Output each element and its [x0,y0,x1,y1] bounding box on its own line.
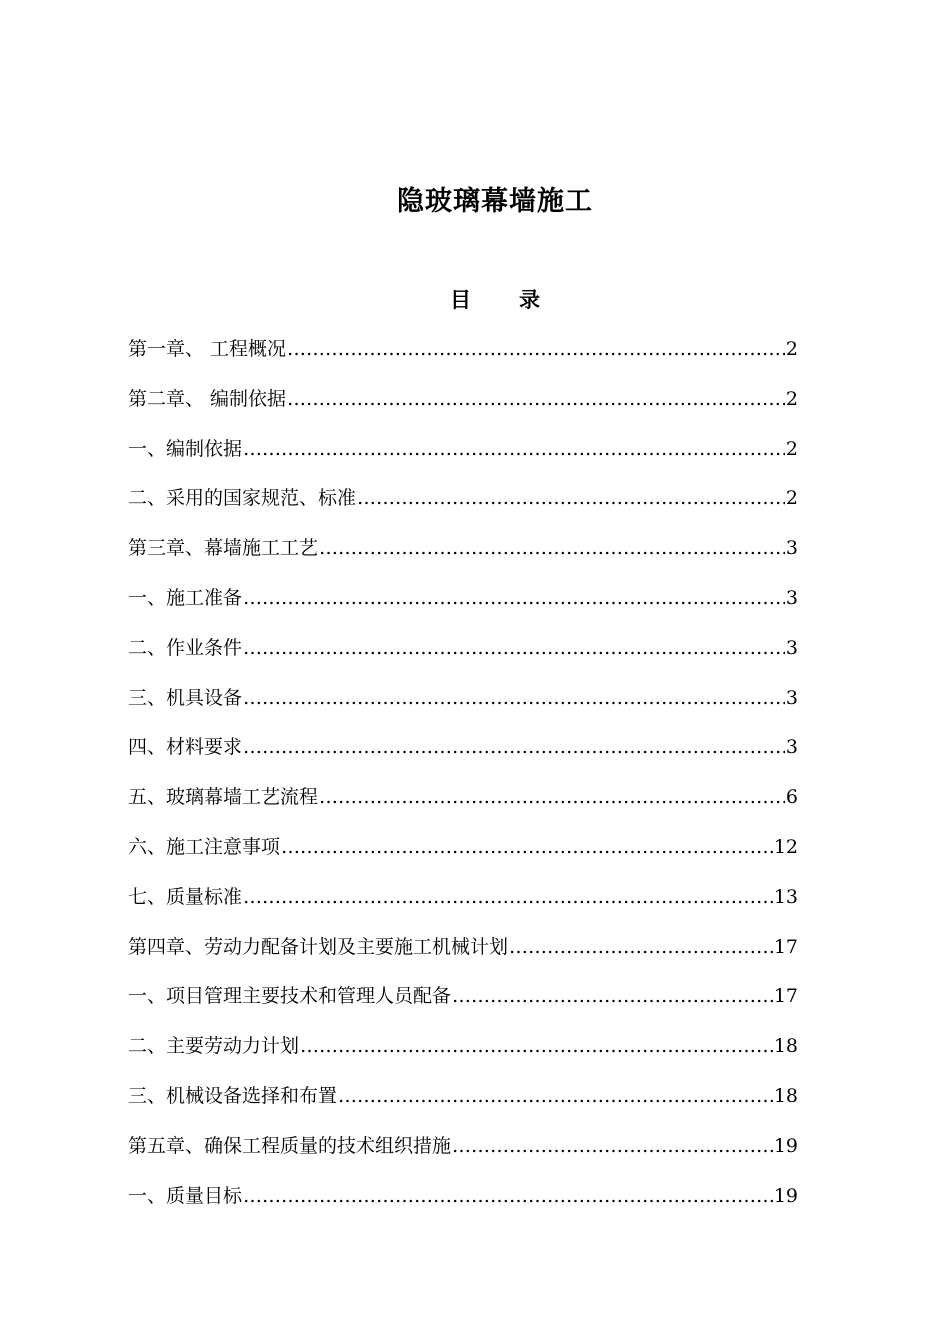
toc-dot-leader [287,381,785,417]
toc-entry-ch5-quality[interactable] [128,1128,798,1178]
toc-entry-ch1-overview[interactable] [128,331,798,381]
toc-dot-leader [300,1028,773,1064]
toc-heading [0,284,950,316]
toc-dot-leader [281,829,773,865]
toc-entry-label: 五、玻璃幕墙工艺流程 [128,786,319,809]
toc-entry-label: 一、施工准备 [128,586,243,609]
toc-page-number: 3 [785,686,798,709]
toc-entry-label: 第一章、 工程概况 [128,338,287,360]
toc-page-number: 18 [773,1084,798,1107]
toc-entry-label: 第二章、 编制依据 [128,387,287,410]
toc-entry-label: 六、施工注意事项 [128,835,281,858]
toc-page-number: 3 [785,636,798,659]
toc-entry-materials[interactable] [128,729,798,779]
toc-dot-leader [243,630,785,666]
toc-entry-label: 第三章、幕墙施工工艺 [128,537,319,560]
toc-page-number: 2 [785,387,798,410]
toc-dot-leader [452,1128,773,1164]
toc-entry-label: 七、质量标准 [128,885,243,908]
toc-page-number: 3 [785,586,798,609]
toc-page-number: 19 [773,1184,798,1207]
toc-entry-national-standards[interactable] [128,480,798,530]
toc-dot-leader [243,1178,773,1214]
toc-page-number: 2 [785,437,798,460]
table-of-contents [128,331,798,1227]
toc-heading-right: 录 [519,287,540,312]
toc-entry-label: 第四章、劳动力配备计划及主要施工机械计划 [128,935,509,958]
toc-entry-label: 二、采用的国家规范、标准 [128,487,357,510]
toc-entry-quality-goal[interactable] [128,1178,798,1228]
toc-entry-machinery-layout[interactable] [128,1078,798,1128]
toc-dot-leader [452,978,773,1014]
toc-dot-leader [509,929,773,965]
toc-entry-label: 三、机具设备 [128,686,243,709]
toc-entry-work-conditions[interactable] [128,630,798,680]
toc-page-number: 2 [785,487,798,510]
toc-page-number: 3 [785,736,798,759]
document-title: 隐玻璃幕墙施工 [397,186,593,217]
toc-dot-leader [243,729,785,765]
toc-entry-ch3-process[interactable] [128,530,798,580]
toc-heading-left: 目 [450,287,471,312]
toc-page-number: 3 [785,537,798,560]
toc-dot-leader [357,480,785,516]
toc-entry-management-staff[interactable] [128,978,798,1028]
toc-page-number: 17 [773,935,798,958]
toc-dot-leader [243,879,773,915]
toc-entry-ch2-basis[interactable] [128,381,798,431]
toc-page-number: 12 [773,835,798,858]
toc-page-number: 13 [773,885,798,908]
toc-page-number: 18 [773,1035,798,1058]
toc-dot-leader [319,530,785,566]
toc-entry-compilation-basis[interactable] [128,431,798,481]
toc-dot-leader [243,680,785,716]
toc-page-number: 19 [773,1134,798,1157]
toc-entry-label: 三、机械设备选择和布置 [128,1084,338,1107]
toc-entry-label: 一、质量目标 [128,1184,243,1207]
toc-dot-leader [243,580,785,616]
toc-dot-leader [319,779,785,815]
toc-dot-leader [338,1078,773,1114]
toc-entry-workflow[interactable] [128,779,798,829]
toc-dot-leader [287,331,785,367]
toc-page-number: 6 [785,786,798,809]
toc-entry-equipment[interactable] [128,680,798,730]
toc-entry-quality-standards[interactable] [128,879,798,929]
toc-entry-labor-plan[interactable] [128,1028,798,1078]
toc-entry-label: 一、项目管理主要技术和管理人员配备 [128,985,452,1008]
toc-entry-ch4-labor[interactable] [128,929,798,979]
toc-entry-label: 二、作业条件 [128,636,243,659]
toc-entry-label: 四、材料要求 [128,736,243,759]
toc-page-number: 17 [773,985,798,1008]
toc-dot-leader [243,431,785,467]
toc-entry-label: 第五章、确保工程质量的技术组织措施 [128,1134,452,1157]
toc-page-number: 2 [785,338,798,360]
toc-entry-label: 一、编制依据 [128,437,243,460]
toc-entry-precautions[interactable] [128,829,798,879]
toc-entry-label: 二、主要劳动力计划 [128,1035,300,1058]
toc-entry-preparation[interactable] [128,580,798,630]
